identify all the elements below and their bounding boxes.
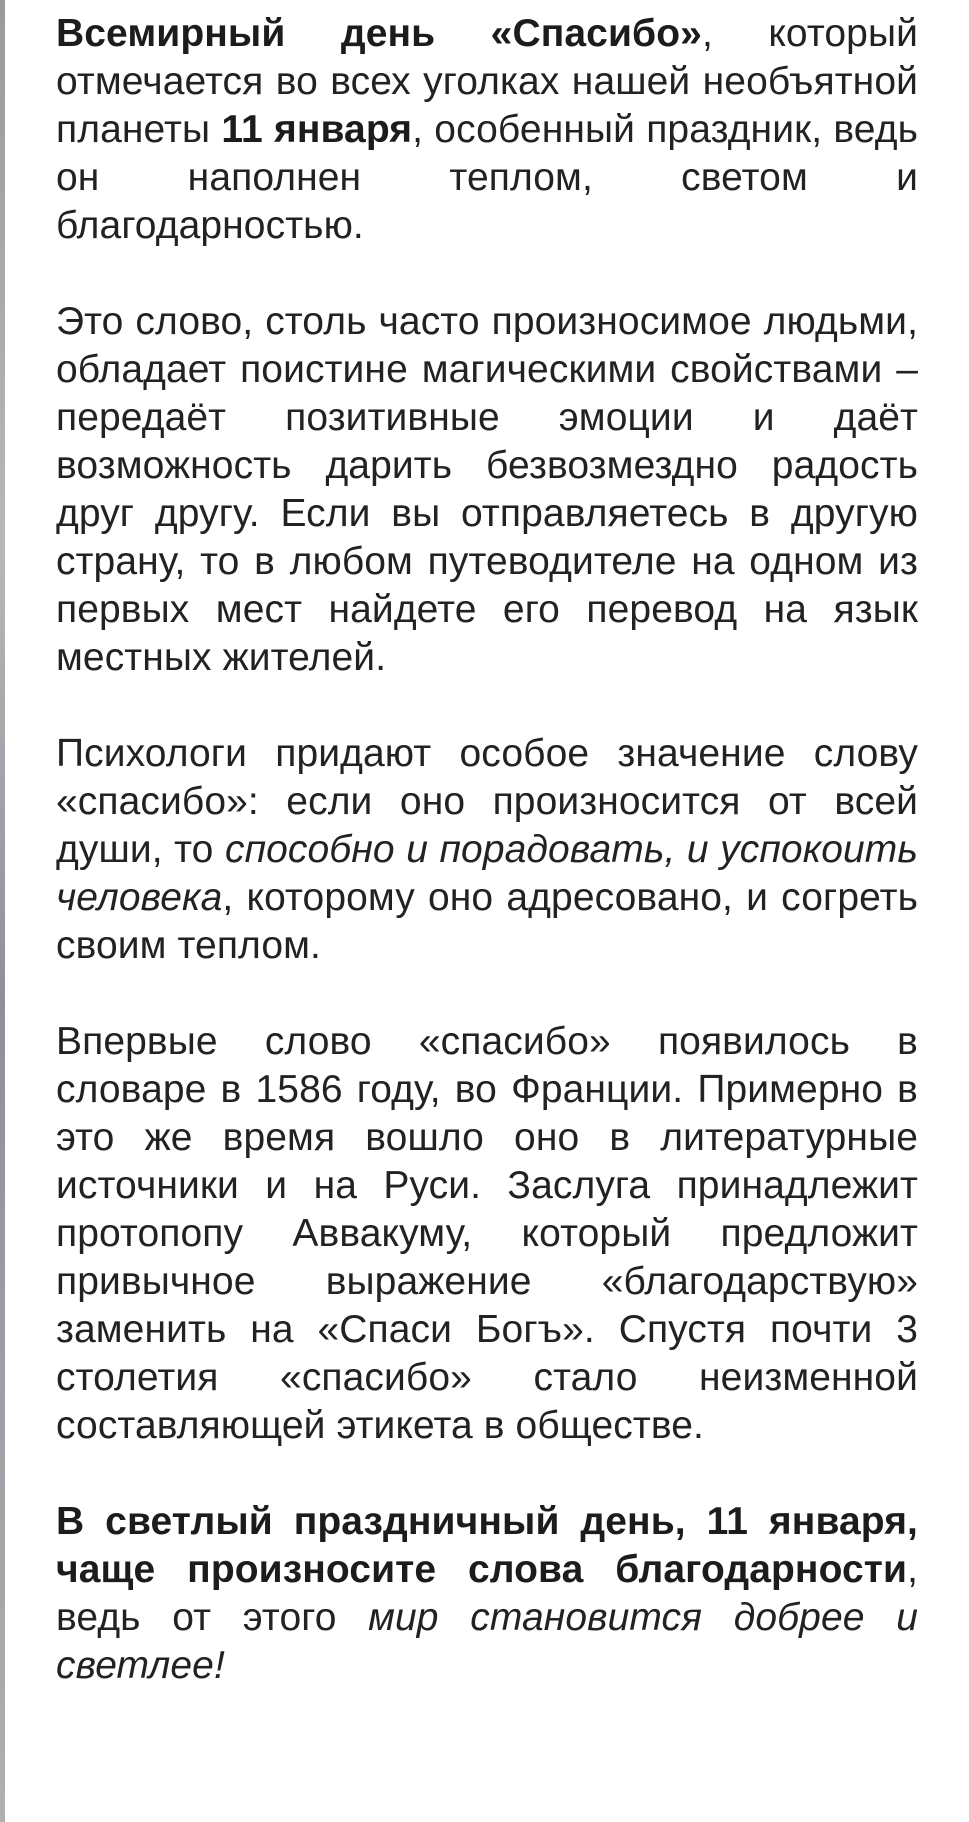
- psychologists-text-1: Психологи придают особое значение слову «спасибо»: если оно произносится от всей души, то: [56, 732, 918, 871]
- left-edge-divider: [0, 0, 5, 1822]
- paragraph-intro: [56, 10, 918, 250]
- intro-text-2: , особенный праздник, ведь он наполнен теплом, светом и благодарностью.: [56, 108, 918, 247]
- psychologists-emphasis: способно и порадовать, и успокоить человека: [56, 828, 918, 919]
- holiday-name: Всемирный день «Спасибо»: [56, 12, 702, 55]
- article-body: [56, 10, 918, 1690]
- closing-bold: В светлый праздничный день, 11 января, чаще произносите слова благодарности: [56, 1500, 918, 1591]
- closing-italic: мир становится добрее и светлее!: [56, 1596, 918, 1687]
- psychologists-text-2: , которому оно адресовано, и согреть своим теплом.: [56, 876, 918, 967]
- paragraph-psychologists: [56, 730, 918, 970]
- magic-word-text: Это слово, столь часто произносимое людьми, обладает поистине магическими свойствами – передаёт позитивные эмоции и даёт возможность дарить безвозмездно радость друг другу. Если вы отправляетесь в другую страну, то в любом путеводителе на одном из первых мест найдете его перевод на язык местных жителей.: [56, 300, 918, 679]
- closing-text: , ведь от этого: [56, 1548, 918, 1639]
- holiday-date: 11 января: [221, 108, 413, 151]
- paragraph-magic-word: [56, 298, 918, 682]
- history-text: Впервые слово «спасибо» появилось в словаре в 1586 году, во Франции. Примерно в это же время вошло оно в литературные источники и на Руси. Заслуга принадлежит протопопу Аввакуму, который предложит привычное выражение «благодарствую» заменить на «Спаси Богъ». Спустя почти 3 столетия «спасибо» стало неизменной составляющей этикета в обществе.: [56, 1020, 918, 1447]
- paragraph-closing: [56, 1498, 918, 1690]
- paragraph-history: [56, 1018, 918, 1450]
- intro-text-1: , который отмечается во всех уголках нашей необъятной планеты: [56, 12, 918, 151]
